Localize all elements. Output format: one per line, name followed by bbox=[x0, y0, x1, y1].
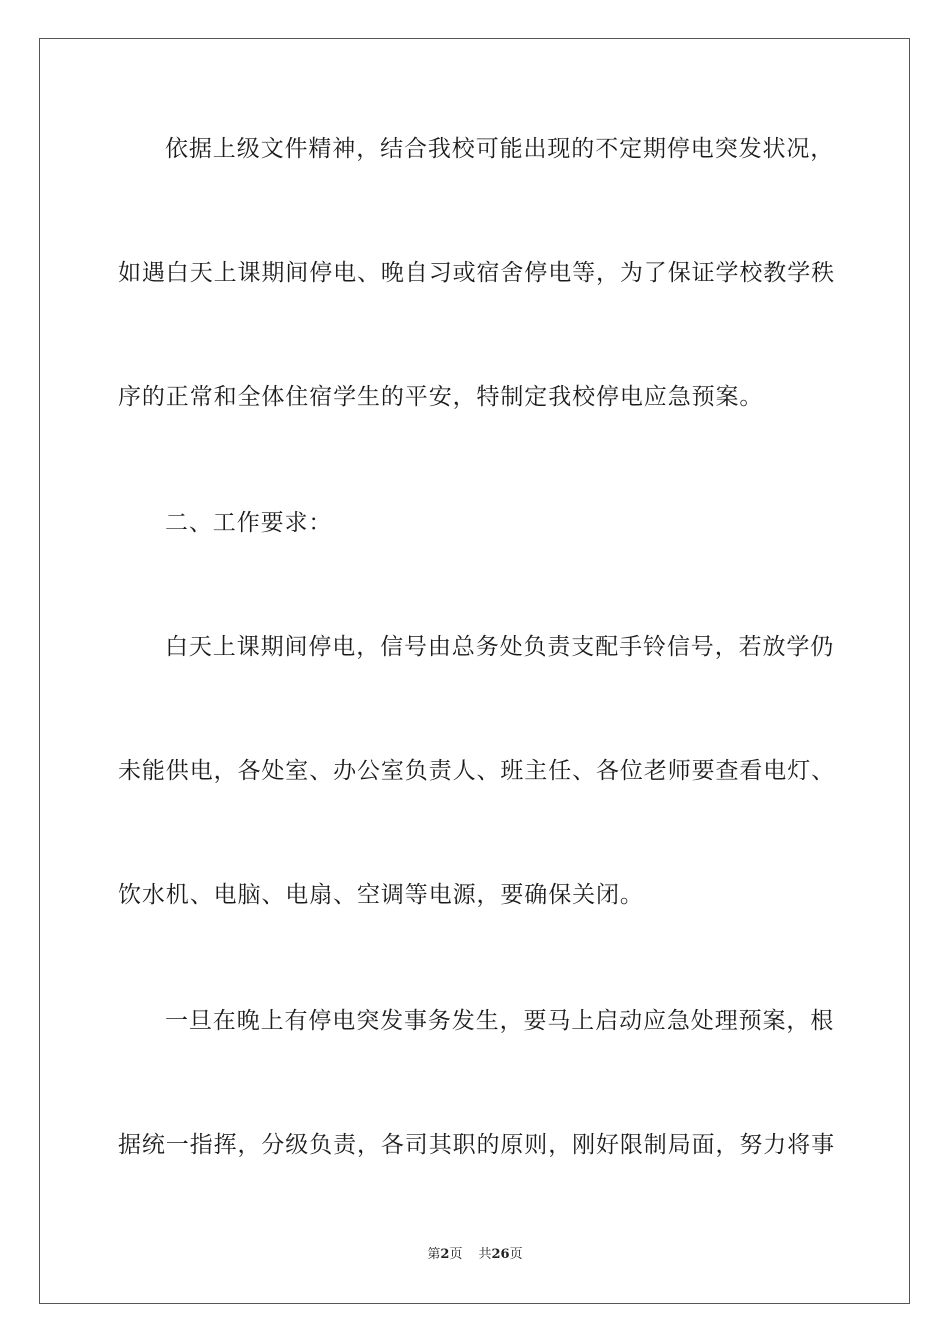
paragraph-line-6: 未能供电，各处室、办公室负责人、班主任、各位老师要查看电灯、 bbox=[118, 758, 835, 784]
page-footer bbox=[0, 1246, 950, 1264]
paragraph-line-1: 依据上级文件精神，结合我校可能出现的不定期停电突发状况， bbox=[165, 136, 835, 162]
paragraph-line-8: 一旦在晚上有停电突发事务发生，要马上启动应急处理预案，根 bbox=[165, 1008, 835, 1034]
footer-total-suffix: 页 bbox=[509, 1247, 523, 1262]
footer-page-prefix: 第 bbox=[427, 1247, 441, 1262]
paragraph-line-5: 白天上课期间停电，信号由总务处负责支配手铃信号，若放学仍 bbox=[165, 634, 835, 660]
page-border bbox=[39, 38, 910, 1304]
footer-total-prefix: 共 bbox=[478, 1247, 492, 1262]
paragraph-line-7: 饮水机、电脑、电扇、空调等电源，要确保关闭。 bbox=[118, 882, 644, 908]
section-heading: 二、工作要求： bbox=[165, 510, 333, 536]
paragraph-line-3: 序的正常和全体住宿学生的平安，特制定我校停电应急预案。 bbox=[118, 384, 764, 410]
footer-total-pages: 26 bbox=[491, 1247, 510, 1262]
footer-page-number: 2 bbox=[440, 1247, 450, 1262]
paragraph-line-2: 如遇白天上课期间停电、晚自习或宿舍停电等，为了保证学校教学秩 bbox=[118, 260, 835, 286]
footer-page-suffix: 页 bbox=[449, 1247, 463, 1262]
paragraph-line-9: 据统一指挥，分级负责，各司其职的原则，刚好限制局面，努力将事 bbox=[118, 1132, 835, 1158]
